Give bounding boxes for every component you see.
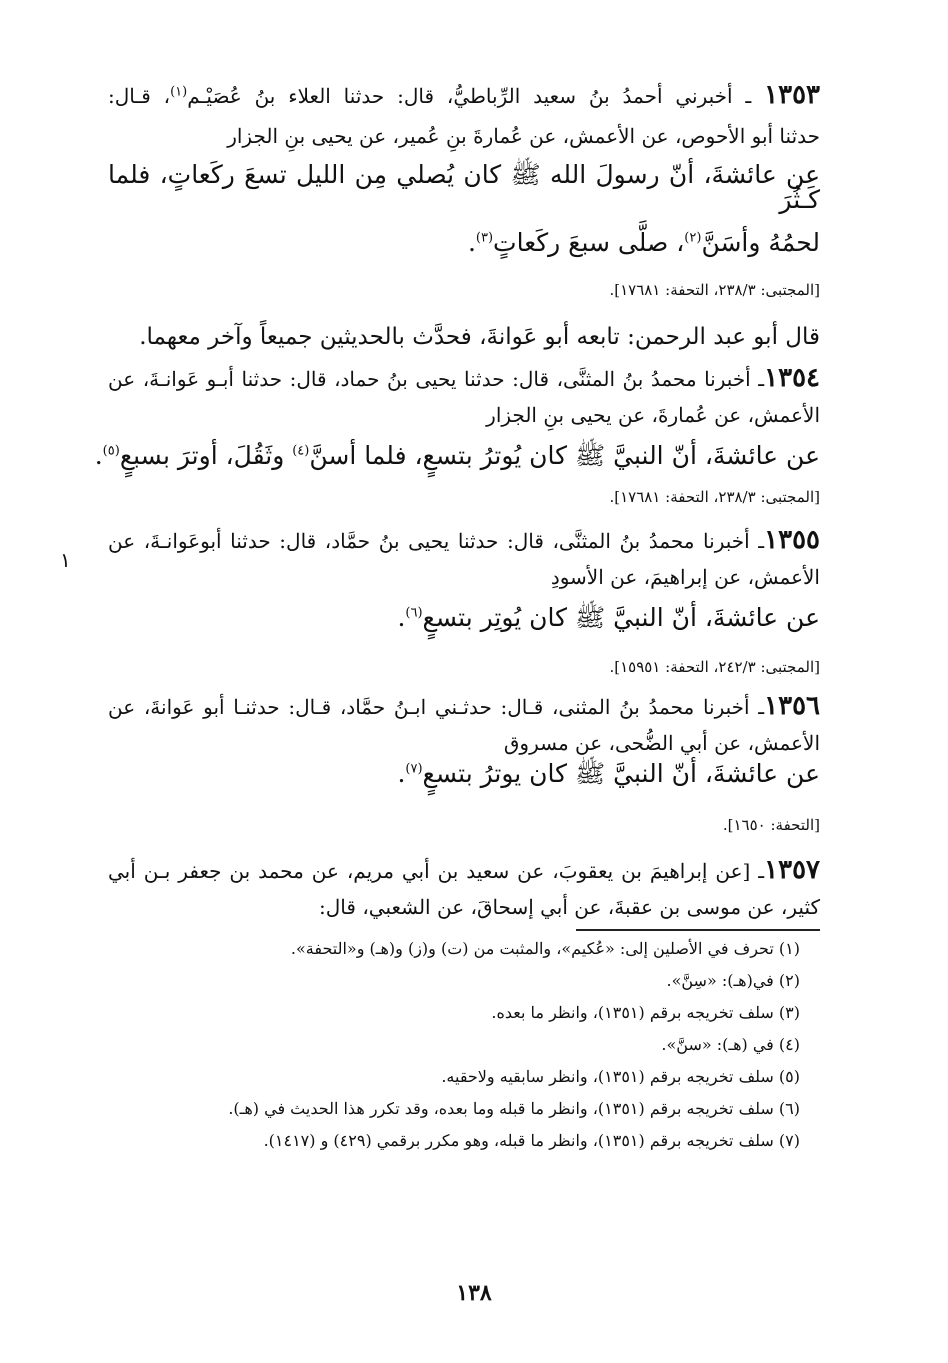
hadith-1355-matn	[108, 605, 820, 630]
hadith-1356-reference: [التحفة: ١٦٥٠].	[722, 816, 820, 834]
isnad-text: ـ أخبرني أحمدُ بنُ سعيد الرِّباطيُّ، قال: حدثنا العلاء بنُ عُصَيْـم	[187, 84, 752, 108]
matn-text: وثَقُلَ، أوترَ بسبعٍ	[119, 441, 293, 470]
hadith-1353-isnad-line-2: حدثنا أبو الأحوص، عن الأعمش، عن عُمارةَ بنِ عُمير، عن يحيى بنِ الجزار	[227, 124, 820, 148]
hadith-1357-isnad-line-1	[108, 857, 820, 883]
hadith-1356-isnad-line-2: الأعمش، عن أبي الضُّحى، عن مسروق	[503, 731, 820, 755]
hadith-1354-isnad-line-2: الأعمش، عن عُمارةَ، عن يحيى بنِ الجزار	[486, 403, 820, 427]
hadith-1353-reference: [المجتبى: ٢٣٨/٣، التحفة: ١٧٦٨١].	[609, 281, 820, 299]
hadith-1354-matn	[94, 441, 820, 470]
footnote-2: (٢) في(هـ): «سِنَّ».	[666, 971, 800, 990]
footnote-marker: (٧)	[405, 761, 423, 777]
isnad-text: ـ أخبرنا محمدُ بنُ المثنَّى، قال: حدثنا يحيى بنُ حمَّاد، قال: حدثنا أبوعَوانـةَ، عن	[108, 529, 765, 553]
matn-text: لحمُهُ وأسَنَّ	[701, 228, 820, 257]
hadith-1353-matn-line-2	[108, 230, 820, 255]
footnote-5: (٥) سلف تخريجه برقم (١٣٥١)، وانظر سابقيه ولاحقيه.	[441, 1067, 800, 1086]
page-number: ١٣٨	[456, 1280, 492, 1306]
footnote-marker: (٤)	[292, 443, 310, 459]
hadith-1353-matn-line-1: عن عائشةَ، أنّ رسولَ الله ﷺ كان يُصلي مِن الليل تسعَ ركَعاتٍ، فلما كَـثُرَ	[108, 160, 820, 214]
footnote-marker: (١)	[170, 84, 188, 100]
footnotes	[108, 941, 820, 1165]
hadith-1354-reference: [المجتبى: ٢٣٨/٣، التحفة: ١٧٦٨١].	[609, 488, 820, 506]
footnote-6: (٦) سلف تخريجه برقم (١٣٥١)، وانظر ما قبله وما بعده، وقد تكرر هذا الحديث في (هـ).	[228, 1099, 800, 1118]
book-page	[94, 80, 820, 1165]
hadith-number: ١٣٥٥	[764, 525, 820, 555]
hadith-1355-isnad-line-1	[108, 527, 820, 553]
footnote-separator	[576, 929, 820, 931]
hadith-1356-matn	[108, 761, 820, 786]
footnote-marker: (٣)	[475, 230, 494, 246]
hadith-number: ١٣٥٣	[764, 80, 820, 110]
hadith-1357-isnad-line-2: كثير، عن موسى بن عقبةَ، عن أبي إسحاقَ، عن الشعبي، قال:	[319, 895, 820, 919]
hadith-number: ١٣٥٤	[764, 363, 820, 393]
hadith-1356-isnad-line-1	[108, 693, 820, 719]
isnad-text: ـ أخبرنا محمدُ بنُ المثنى، قـال: حدثـني ابـنُ حمَّاد، قـال: حدثنـا أبو عَوانةَ، عن	[108, 695, 765, 719]
margin-mark: ١	[60, 548, 71, 572]
footnote-1: (١) تحرف في الأصلين إلى: «عُكيم»، والمثبت من (ت) و(ز) و(هـ) و«التحفة».	[290, 939, 800, 958]
author-remark: قال أبو عبد الرحمن: تابعه أبو عَوانةَ، فحدَّث بالحديثين جميعاً وآخر معهما.	[139, 324, 820, 350]
isnad-text: ، قـال:	[108, 84, 171, 108]
matn-text: عن عائشةَ، أنّ النبيَّ ﷺ كان يُوترُ بتسعٍ، فلما أسنَّ	[309, 441, 820, 470]
footnote-marker: (٥)	[102, 443, 120, 459]
hadith-1353-isnad-line-1	[108, 82, 820, 112]
hadith-number: ١٣٥٧	[764, 855, 820, 885]
footnote-7: (٧) سلف تخريجه برقم (١٣٥١)، وانظر ما قبله، وهو مكرر برقمي (٤٢٩) و (١٤١٧).	[263, 1131, 800, 1150]
matn-text: .	[94, 441, 103, 470]
footnote-marker: (٢)	[684, 230, 702, 246]
isnad-text: ـ [عن إبراهيمَ بن يعقوبَ، عن سعيد بن أبي مريم، عن محمد بن جعفر بـن أبي	[108, 859, 765, 883]
hadith-1354-isnad-line-1	[108, 365, 820, 391]
footnote-marker: (٦)	[405, 605, 423, 621]
matn-text: عن عائشةَ، أنّ النبيَّ ﷺ كان يُوتِر بتسعٍ	[422, 603, 820, 632]
footnote-4: (٤) في (هـ): «سنَّ».	[661, 1035, 800, 1054]
footnote-3: (٣) سلف تخريجه برقم (١٣٥١)، وانظر ما بعده.	[491, 1003, 800, 1022]
matn-text: عن عائشةَ، أنّ النبيَّ ﷺ كان يوترُ بتسعٍ	[422, 759, 820, 788]
isnad-text: ـ أخبرنا محمدُ بنُ المثنَّى، قال: حدثنا يحيى بنُ حماد، قال: حدثنا أبـو عَوانـةَ، عن	[108, 367, 765, 391]
matn-text: ، صلَّى سبعَ ركَعاتٍ	[493, 228, 685, 257]
hadith-1355-isnad-line-2: الأعمش، عن إبراهيمَ، عن الأسودِ	[550, 565, 820, 589]
matn-text: .	[467, 228, 476, 257]
hadith-1355-reference: [المجتبى: ٢٤٢/٣، التحفة: ١٥٩٥١].	[609, 658, 820, 676]
matn-text: .	[397, 603, 406, 632]
matn-text: .	[397, 759, 406, 788]
hadith-number: ١٣٥٦	[764, 691, 820, 721]
